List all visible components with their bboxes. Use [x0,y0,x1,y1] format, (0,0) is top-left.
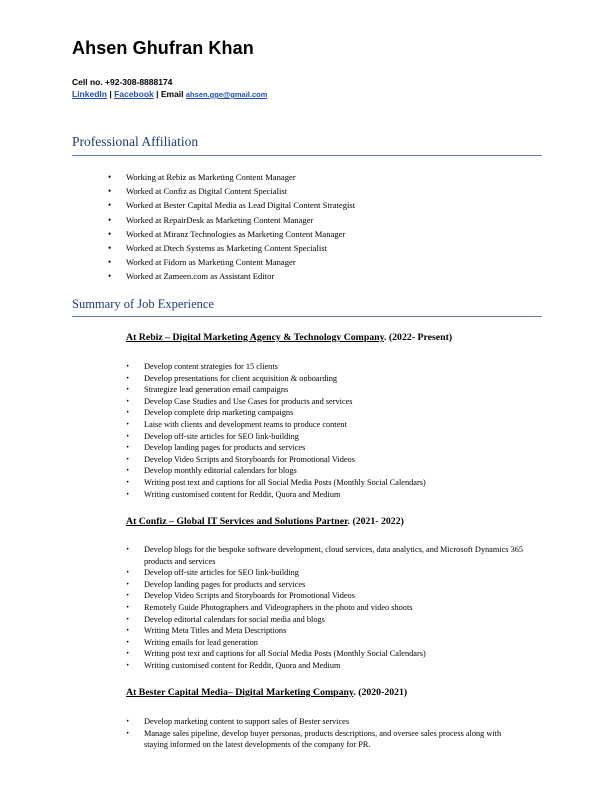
list-item: · Develop content strategies for 15 clients [126,361,526,373]
company-name: At Rebiz – Digital Marketing Agency & Technology Company [126,332,384,343]
list-item: • Worked at Confiz as Digital Content Specialist [108,184,355,198]
list-item: · Develop blogs for the bespoke software development, cloud services, data analytics, and Microsoft Dynamics 365 products and services [126,544,526,567]
list-item: · Develop complete drip marketing campaigns [126,407,526,419]
section-title-affiliation: Professional Affiliation [72,134,199,149]
job-period: . (2020-2021) [353,687,408,698]
list-item: · Remotely Guide Photographers and Videographers in the photo and video shoots [126,602,526,614]
contact-links [72,89,267,99]
list-item: · Develop marketing content to support sales of Bester services [126,716,526,728]
candidate-name: Ahsen Ghufran Khan [72,38,254,58]
company-name: At Bester Capital Media– Digital Marketing Company [126,687,354,698]
list-item: · Develop presentations for client acquisition & onboarding [126,373,526,385]
company-name: At Confiz – Global IT Services and Solutions Partner [126,516,348,527]
linkedin-link[interactable]: LinkedIn [72,89,107,99]
list-item: · Manage sales pipeline, develop buyer personas, products descriptions, and oversee sales process along with staying informed on the latest developments of the company for PR. [126,728,526,751]
list-item: · Develop off-site articles for SEO link-building [126,567,526,579]
list-item: · Develop off-site articles for SEO link-building [126,431,526,443]
email-label: | Email [153,89,186,99]
list-item: · Develop monthly editorial calendars for blogs [126,465,526,477]
section-title-experience: Summary of Job Experience [72,297,214,311]
list-item: · Writing post text and captions for all Social Media Posts (Monthly Social Calendars) [126,648,526,660]
list-item: • Worked at RepairDesk as Marketing Content Manager [108,213,355,227]
list-item: · Writing post text and captions for all Social Media Posts (Monthly Social Calendars) [126,477,526,489]
list-item: · Develop Video Scripts and Storyboards for Promotional Videos [126,590,526,602]
list-item: · Writing Meta Titles and Meta Descriptions [126,625,526,637]
affiliation-list [108,170,355,284]
list-item: · Develop landing pages for products and services [126,442,526,454]
cell-number: Cell no. +92-308-8888174 [72,77,173,87]
email-link[interactable]: ahsen.gge@gmail.com [185,90,268,99]
job-task-list [126,361,526,500]
list-item: · Writing emails for lead generation [126,637,526,649]
job-heading [126,516,404,527]
list-item: · Develop landing pages for products and services [126,579,526,591]
list-item: • Worked at Bester Capital Media as Lead Digital Content Strategist [108,198,355,212]
job-period: . (2021- 2022) [347,516,404,527]
list-item: • Worked at Dtech Systems as Marketing Content Specialist [108,241,355,255]
section-divider [72,155,542,156]
facebook-link[interactable]: Facebook [114,89,154,99]
job-heading [126,687,407,698]
list-item: · Laise with clients and development teams to produce content [126,419,526,431]
list-item: • Working at Rebiz as Marketing Content Manager [108,170,355,184]
job-heading [126,332,452,343]
list-item: • Worked at Fidorn as Marketing Content Manager [108,255,355,269]
section-divider [72,316,542,317]
job-task-list [126,544,526,672]
list-item: · Develop editorial calendars for social media and blogs [126,614,526,626]
job-task-list [126,716,526,751]
list-item: • Worked at Miranz Technologies as Marketing Content Manager [108,227,355,241]
list-item: · Writing customised content for Reddit, Quora and Medium [126,660,526,672]
list-item: • Worked at Zameen.com as Assistant Editor [108,269,355,283]
list-item: · Develop Case Studies and Use Cases for products and services [126,396,526,408]
list-item: · Writing customised content for Reddit, Quora and Medium [126,489,526,501]
job-period: . (2022- Present) [384,332,453,343]
separator: | [106,89,115,99]
list-item: · Strategize lead generation email campaigns [126,384,526,396]
list-item: · Develop Video Scripts and Storyboards for Promotional Videos [126,454,526,466]
